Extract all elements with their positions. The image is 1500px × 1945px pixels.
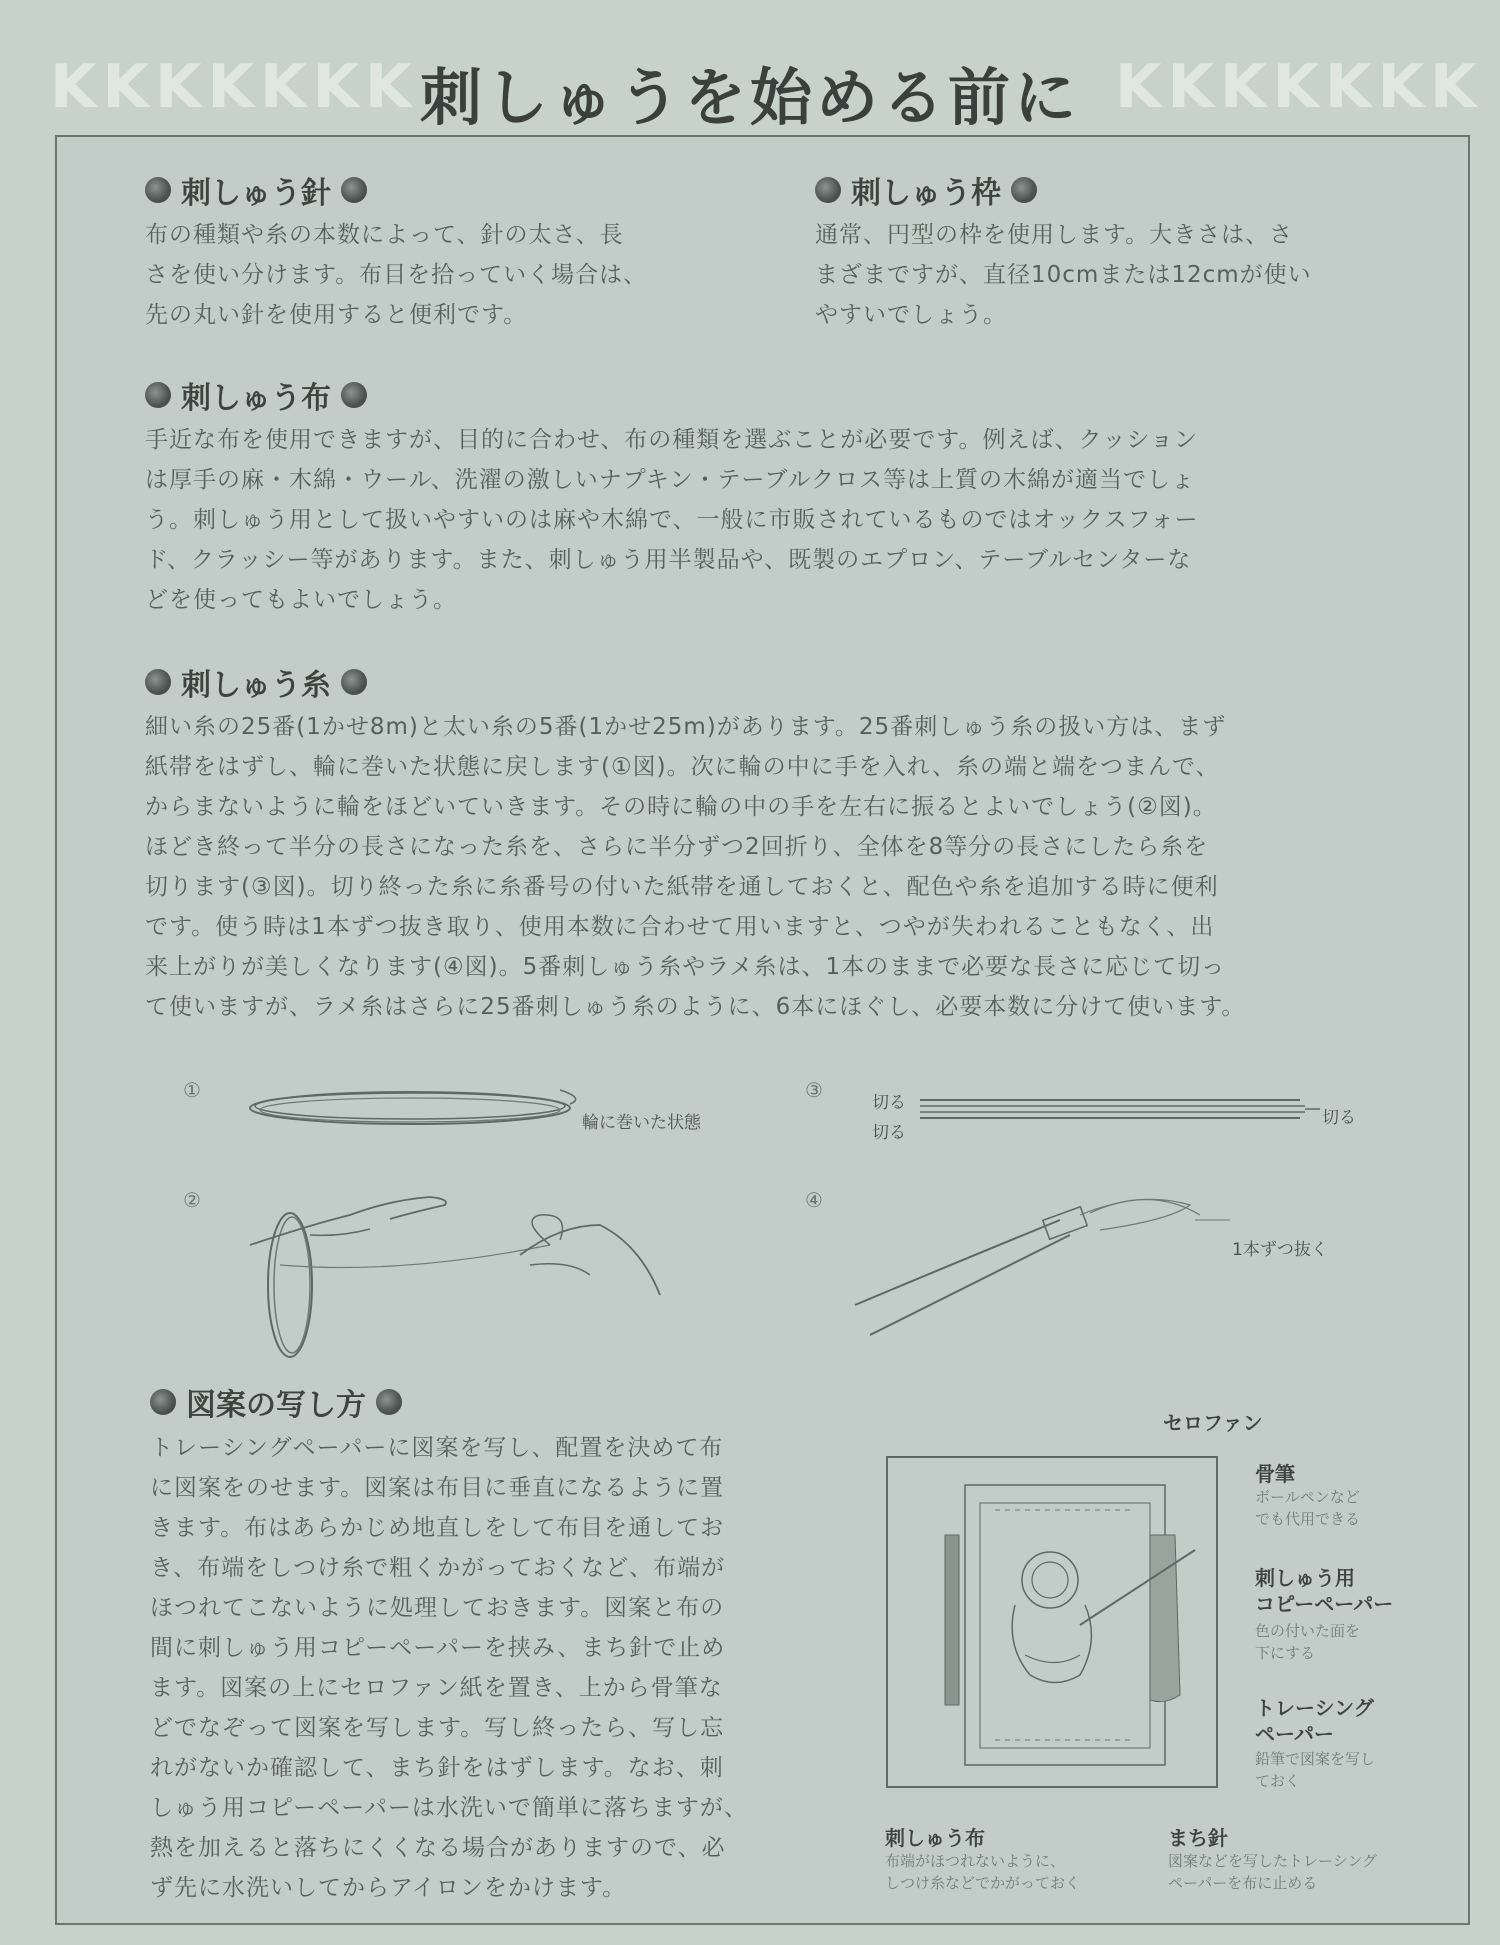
coiled-thread-illustration bbox=[240, 1070, 600, 1140]
heading-text: 刺しゅう糸 bbox=[181, 668, 331, 703]
hand-unwinding-illustration bbox=[250, 1185, 670, 1365]
header-decoration-left: KKKKKKK bbox=[50, 52, 418, 122]
diagram-label-stylus: 骨筆 bbox=[1255, 1462, 1295, 1486]
figure-number-3: ③ bbox=[805, 1078, 823, 1102]
folded-thread-illustration bbox=[910, 1090, 1320, 1130]
diagram-note-stylus: ボールペンなど でも代用できる bbox=[1255, 1488, 1361, 1528]
bullet-icon bbox=[145, 177, 171, 203]
diagram-label-copy-paper: 刺しゅう用 コピーペーパー bbox=[1255, 1566, 1394, 1616]
needle-text: 布の種類や糸の本数によって、針の太さ、長 さを使い分けます。布目を拾っていく場合は、 先の丸い針を使用すると便利です。 bbox=[145, 222, 648, 328]
figure3-cut-label-right: 切る bbox=[1322, 1108, 1356, 1128]
figure3-cut-label-top: 切る bbox=[872, 1093, 906, 1113]
diagram-note-pin: 図案などを写したトレーシング ペーパーを布に止める bbox=[1168, 1852, 1378, 1892]
figure-number-2: ② bbox=[183, 1188, 201, 1212]
figure3-cut-label-bottom: 切る bbox=[872, 1123, 906, 1143]
diagram-label-cellophane: セロファン bbox=[1163, 1411, 1263, 1435]
figure-number-1: ① bbox=[183, 1078, 201, 1102]
heading-text: 図案の写し方 bbox=[186, 1388, 366, 1423]
bullet-icon bbox=[145, 382, 171, 408]
diagram-label-tracing-paper: トレーシング ペーパー bbox=[1255, 1696, 1374, 1746]
bullet-icon bbox=[145, 669, 171, 695]
thread-text: 細い糸の25番(1かせ8m)と太い糸の5番(1かせ25m)があります。25番刺しゅう糸の扱い方は、まず 紙帯をはずし、輪に巻いた状態に戻します(①図)。次に輪の中に手を入れ、糸の端と端をつまんで、 からまないように輪をほどいていきます。その時に輪の中の手を左右に振るとよいでしょう(②図)。 ほどき終って半分の長さになった糸を、さらに半分ずつ2回折り、全体を8等分の長さにしたら糸を 切ります(③図)。切り終った糸に糸番号の付いた紙帯を通しておくと、配色や糸を追加する時に便利 です。使う時は1本ずつ抜き取り、使用本数に合わせて用いますと、つやが失われることもなく、出 来上がりが美しくなります(④図)。5番刺しゅう糸やラメ糸は、1本のままで必要な長さに応じて切っ て使いますが、ラメ糸はさらに25番刺しゅう糸のように、6本にほぐし、必要本数に分けて使います。 bbox=[145, 714, 1246, 1020]
fabric-text: 手近な布を使用できますが、目的に合わせ、布の種類を選ぶことが必要です。例えば、クッション は厚手の麻・木綿・ウール、洗濯の激しいナプキン・テーブルクロス等は上質の木綿が適当でしょ う。刺しゅう用として扱いやすいのは麻や木綿で、一般に市販されているものではオックスフォー ド、クラッシー等があります。また、刺しゅう用半製品や、既製のエプロン、テーブルセンターな どを使ってもよいでしょう。 bbox=[145, 427, 1199, 613]
bullet-icon bbox=[341, 177, 367, 203]
header-decoration-right: KKKKKKK bbox=[1115, 52, 1483, 122]
pulling-strand-illustration bbox=[850, 1185, 1220, 1355]
page-title: 刺しゅうを始める前に bbox=[419, 61, 1080, 134]
diagram-label-fabric: 刺しゅう布 bbox=[885, 1826, 985, 1850]
figure-number-4: ④ bbox=[805, 1188, 823, 1212]
transfer-text: トレーシングペーパーに図案を写し、配置を決めて布 に図案をのせます。図案は布目に垂直になるように置 きます。布はあらかじめ地直しをして布目を通してお き、布端をしつけ糸で粗くかがっておくなど、布端が ほつれてこないように処理しておきます。図案と布の 間に刺しゅう用コピーペーパーを挟み、まち針で止め ます。図案の上にセロファン紙を置き、上から骨筆な どでなぞって図案を写します。写し終ったら、写し忘 れがないか確認して、まち針をはずします。なお、刺 しゅう用コピーペーパーは水洗いで簡単に落ちますが、 熱を加えると落ちにくくなる場合がありますので、必 ず先に水洗いしてからアイロンをかけます。 bbox=[150, 1435, 748, 1901]
figure4-label: 1本ずつ抜く bbox=[1232, 1240, 1328, 1260]
bullet-icon bbox=[1011, 177, 1037, 203]
hoop-text: 通常、円型の枠を使用します。大きさは、さ まざまですが、直径10cmまたは12cmが使い やすいでしょう。 bbox=[815, 222, 1312, 328]
section-heading-thread bbox=[145, 660, 367, 704]
bullet-icon bbox=[341, 382, 367, 408]
figure1-label: 輪に巻いた状態 bbox=[582, 1113, 701, 1133]
section-heading-needle bbox=[145, 168, 367, 212]
transfer-layering-diagram bbox=[885, 1455, 1225, 1795]
bullet-icon bbox=[376, 1389, 402, 1415]
heading-text: 刺しゅう枠 bbox=[851, 176, 1001, 211]
section-heading-transfer bbox=[150, 1380, 402, 1424]
section-heading-fabric bbox=[145, 373, 367, 417]
diagram-note-tracing-paper: 鉛筆で図案を写し ておく bbox=[1255, 1750, 1376, 1790]
diagram-note-fabric: 布端がほつれないように、 しつけ糸などでかがっておく bbox=[885, 1852, 1081, 1892]
bullet-icon bbox=[341, 669, 367, 695]
diagram-label-pin: まち針 bbox=[1168, 1826, 1228, 1850]
bullet-icon bbox=[815, 177, 841, 203]
bullet-icon bbox=[150, 1389, 176, 1415]
heading-text: 刺しゅう針 bbox=[181, 176, 331, 211]
section-heading-hoop bbox=[815, 168, 1037, 212]
diagram-note-copy-paper: 色の付いた面を 下にする bbox=[1255, 1622, 1361, 1662]
heading-text: 刺しゅう布 bbox=[181, 381, 331, 416]
